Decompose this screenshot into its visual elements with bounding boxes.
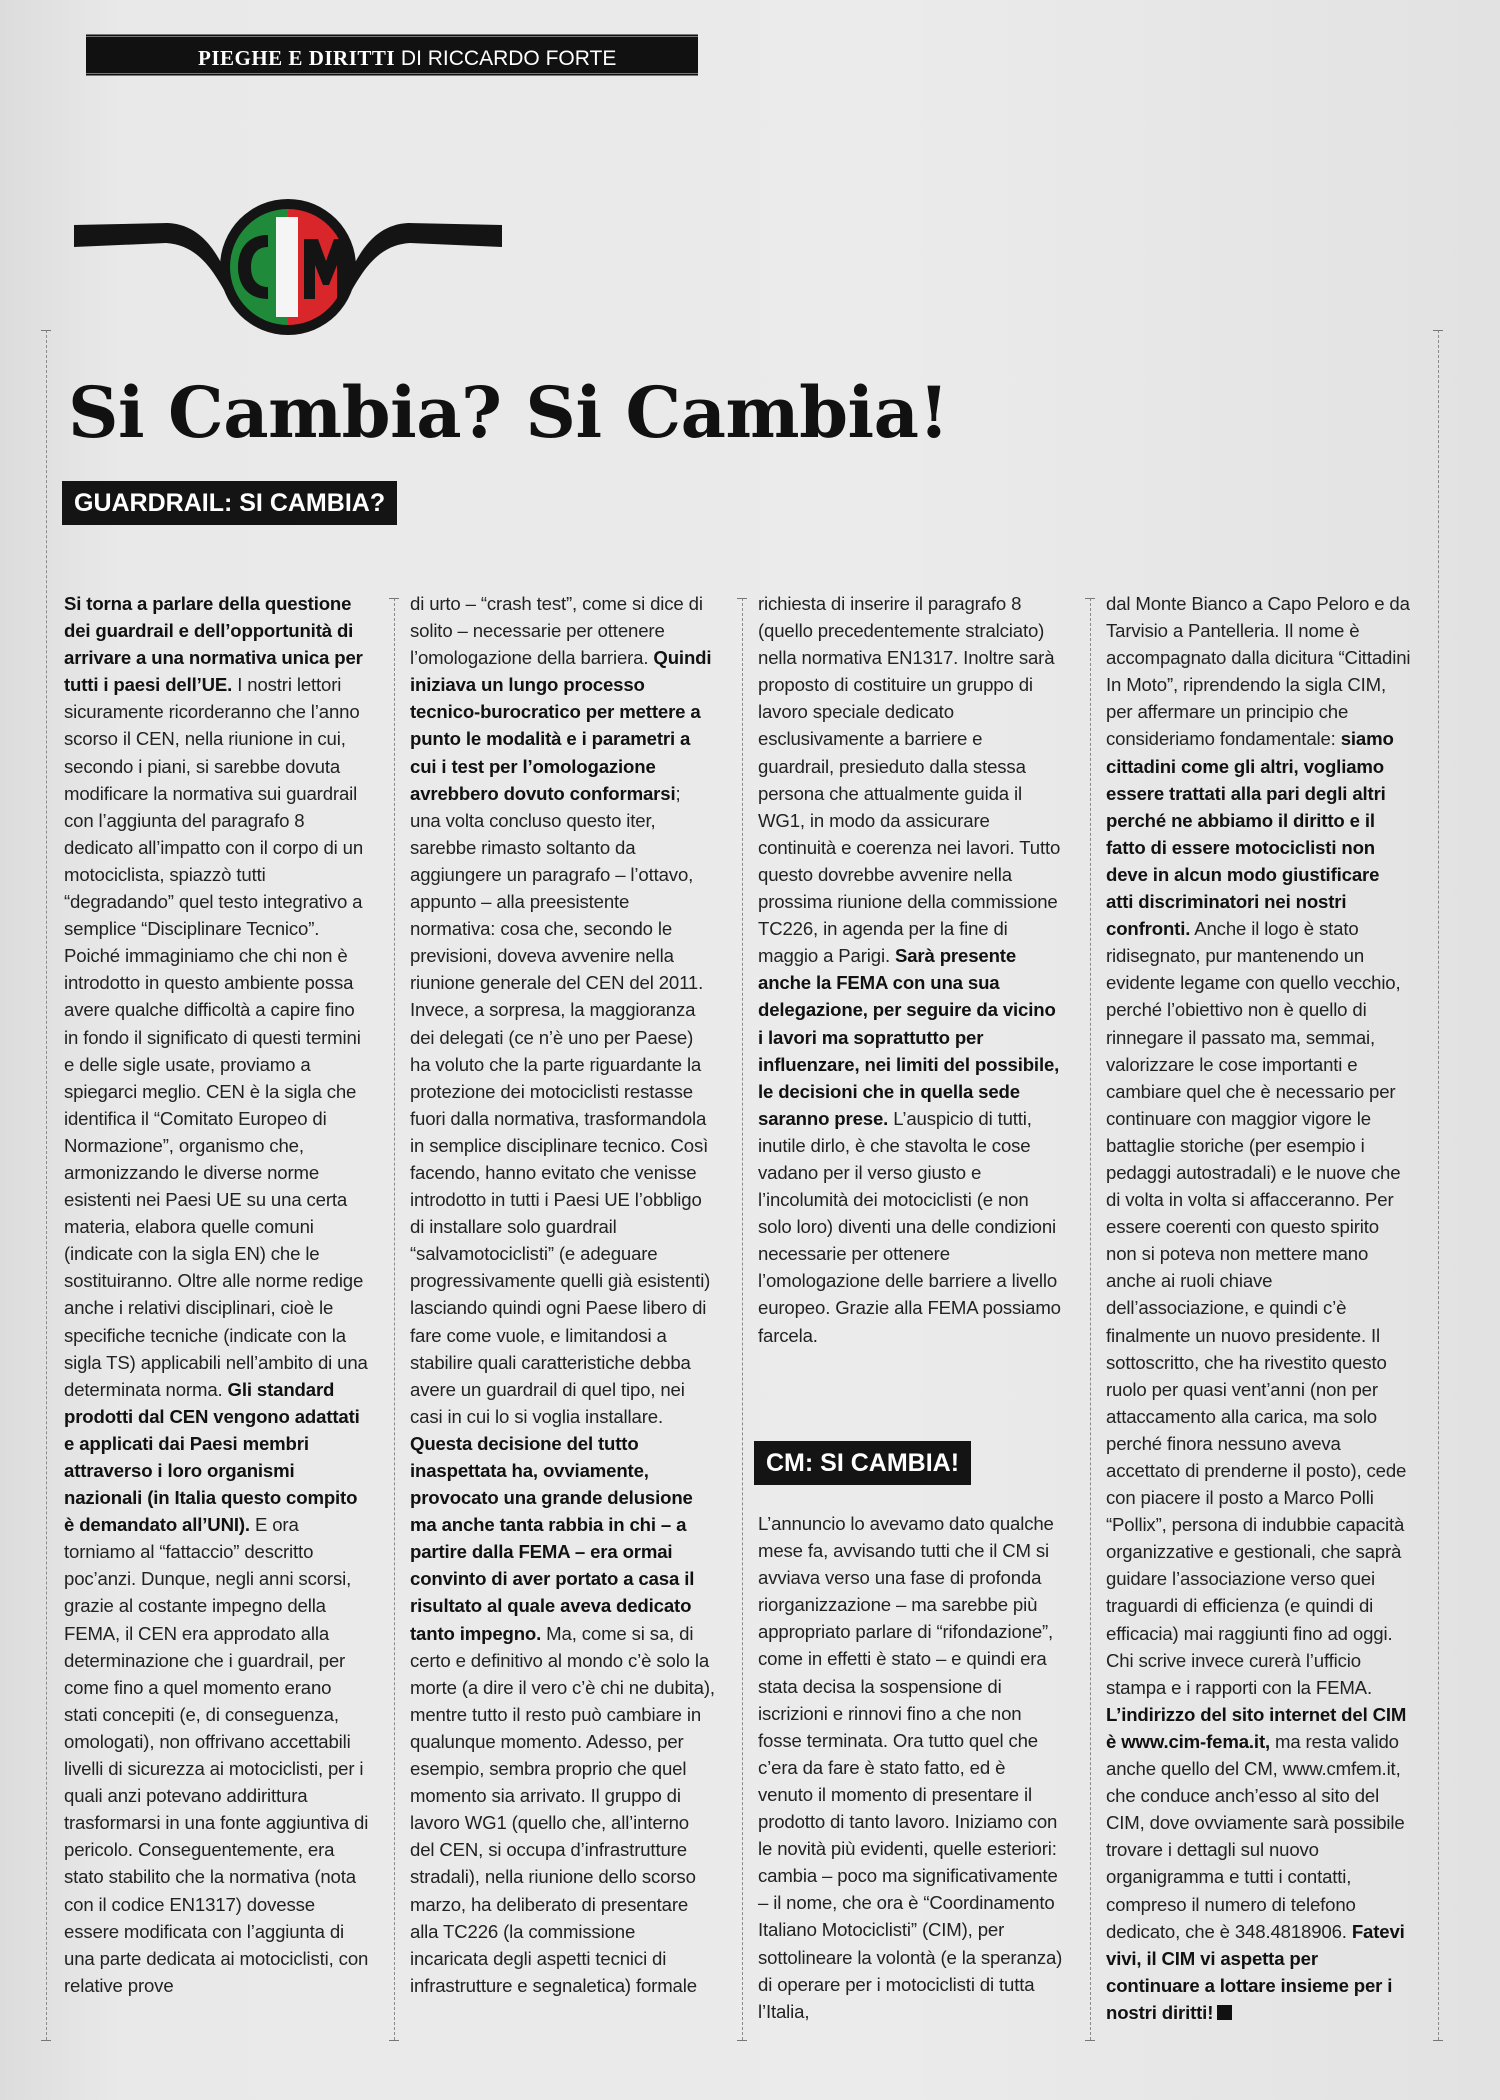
rule-tick [1433,330,1443,331]
body-text: ; una volta concluso questo iter, sarebbe rimasto soltanto da aggiungere un paragrafo – l’ottavo, appunto – alla preesistente normativa: cosa che, secondo le previsioni, doveva avvenire nella riunione generale del CEN del 2011. Invece, a sorpresa, la maggioranza dei delegati (ce n’è uno per Paese) ha voluto che la parte riguardante la protezione dei motociclisti restasse fuori dalla normativa, trasformandola in semplice disciplinare tecnico. Così facendo, hanno evitato che venisse introdotto in tutti i Paesi UE l’obbligo di installare solo guardrail “salvamotociclisti” (e adeguare progressivamente quelli già esistenti) lasciando quindi ogni Paese libero di fare come vuole, e limitandosi a stabilire quali caratteristiche debba avere un guardrail di quel tipo, nei casi in cui lo si voglia installare. [410,782,711,1427]
rule-tick [41,330,51,331]
body-text: Anche il logo è stato ridisegnato, pur mantenendo un evidente legame con quello vecchio, perché l’obiettivo non è quello di rinnegare il passato ma, semmai, valorizzare le cose importanti e cambiare quel che è necessario per continuare con maggior vigore le battaglie storiche (per esempio i pedaggi autostradali) e le nuove che di volta in volta si affacceranno. Per essere coerenti con questo spirito non si poteva non mettere mano anche ai ruoli chiave dell’associazione, e quindi c’è finalmente un nuovo presidente. Il sottoscritto, che ha rivestito questo ruolo per quasi vent’anni (non per attaccamento alla carica, ma solo perché finora nessuno aveva accettato di prenderne il posto), cede con piacere il posto a Marco Polli “Pollix”, persona di indubbie capacità organizzative e gestionali, che saprà guidare l’associazione verso quei traguardi di efficienza (e quindi di efficacia) mai raggiunti fino ad oggi. Chi scrive invece curerà l’ufficio stampa e i rapporti con la FEMA. [1106,918,1407,1698]
bold-text: Quindi iniziava un lungo processo tecnico-burocratico per mettere a punto le modalità e i parametri a cui i test per l’omologazione avrebbero dovuto conformarsi [410,647,712,804]
rule-tick [1085,598,1095,599]
paragraph [758,590,1063,1349]
body-text: E ora torniamo al “fattaccio” descritto poc’anzi. Dunque, negli anni scorsi, grazie al costante impegno della FEMA, il CEN era approdato alla determinazione che i guardrail, per come fino a quel momento erano stati concepiti (e, di conseguenza, omologati), non offrivano accettabili livelli di sicurezza ai motociclisti, per i quali anzi potevano addirittura trasformarsi in una fonte aggiuntiva di pericolo. Conseguentemente, era stato stabilito che la normativa (nota con il codice EN1317) dovesse essere modificata con l’aggiunta di una parte dedicata ai motociclisti, con relative prove [64,1514,369,1996]
article-title: Si Cambia? Si Cambia! [68,371,949,454]
handlebar-right [343,223,502,297]
bold-text: Questa decisione del tutto inaspettata ha, ovviamente, provocato una grande delusione ma anche tanta rabbia in chi – a partire dalla FEMA – era ormai convinto di aver portato a casa il risultato al quale aveva dedicato tanto impegno. [410,1432,695,1644]
body-text: richiesta di inserire il paragrafo 8 (quello precedentemente stralciato) nella normativa EN1317. Inoltre sarà proposto di costituire un gruppo di lavoro speciale dedicato esclusivamente a barriere e guardrail, presieduto dalla stessa persona che attualmente guida il WG1, in modo da assicurare continuità e coerenza nei lavori. Tutto questo dovrebbe avvenire nella prossima riunione della commissione TC226, in agenda per la fine di maggio a Parigi. [758,593,1061,967]
section-heading-guardrail: GUARDRAIL: SI CAMBIA? [62,481,397,525]
column-rule-left [46,330,47,2040]
rubric-byline: DI RICCARDO FORTE [400,47,617,70]
handlebar-left [74,223,233,297]
body-text: I nostri lettori sicuramente ricorderanno che l’anno scorso il CEN, nella riunione in cui, secondo i piani, si sarebbe dovuta modificare la normativa sui guardrail con l’aggiunta del paragrafo 8 dedicato all’impatto con il corpo di un motociclista, spiazzò tutti “degradando” quel testo integrativo a semplice “Disciplinare Tecnico”. Poiché immaginiamo che chi non è introdotto in questo ambiente possa avere qualche difficoltà a capire fino in fondo il significato di questi termini e delle sigle usate, proviamo a spiegarci meglio. CEN è la sigla che identifica il “Comitato Europeo di Normazione”, organismo che, armonizzando le diverse norme esistenti nei Paesi UE su una certa materia, elabora quelle comuni (indicate con la sigla EN) che le sostituiranno. Oltre alle norme redige anche i relativi disciplinari, cioè le specifiche tecniche (indicate con la sigla TS) applicabili nell’ambito di una determinata norma. [64,674,368,1400]
column-rule-right [1438,330,1439,2040]
body-text: L’annuncio lo avevamo dato qualche mese fa, avvisando tutti che il CM si avviava verso una fase di profonda riorganizzazione – ma sarebbe più appropriato parlare di “rifondazione”, come in effetti è stato – e quindi era stata decisa la sospensione di iscrizioni e rinnovi fino a che non fosse terminata. Ora tutto quel che c’era da fare è stato fatto, ed è venuto il momento di presentare il prodotto di tanto lavoro. Iniziamo con le novità più evidenti, quelle esteriori: cambia – poco ma significativamente – il nome, che ora è “Coordinamento Italiano Motociclisti” (CIM), per sottolineare la volontà (e la speranza) di operare per i motociclisti di tutta l’Italia, [758,1513,1063,2022]
article-column-4 [1106,590,1411,2045]
bold-text: Sarà presente anche la FEMA con una sua delegazione, per seguire da vicino i lavori ma soprattutto per influenzare, nei limiti del possibile, le decisioni che in quella sede saranno prese. [758,945,1060,1129]
paragraph [410,590,715,1999]
body-text: Ma, come si sa, di certo e definitivo al mondo c’è solo la morte (a dire il vero c’è chi ne dubita), mentre tutto il resto può cambiare in qualunque momento. Adesso, per esempio, sembra proprio che quel momento sia arrivato. Il gruppo di lavoro WG1 (quello che, all’interno del CEN, si occupa d’infrastrutture stradali), nella riunione dello scorso marzo, ha deliberato di presentare alla TC226 (la commissione incaricata degli aspetti tecnici di infrastrutture e segnaletica) formale [410,1622,715,1996]
end-of-article-icon [1217,2005,1232,2020]
cim-logo-icon [68,195,508,345]
paragraph [64,590,369,1999]
column-rule-2 [742,598,743,2040]
article-column-3 [758,590,1063,1370]
column-rule-1 [394,598,395,2040]
article-column-3-lower [758,1510,1063,2045]
section-heading-cm: CM: SI CAMBIA! [754,1441,971,1485]
rubric-title: PIEGHE E DIRITTI [198,46,396,70]
body-text: di urto – “crash test”, come si dice di solito – necessarie per ottenere l’omologazione della barriera. [410,593,703,669]
body-text: dal Monte Bianco a Capo Peloro e da Tarvisio a Pantelleria. Il nome è accompagnato dalla dicitura “Cittadini In Moto”, riprendendo la sigla CIM, per affermare un principio che consideriamo fondamentale: [1106,593,1411,750]
bold-text: L’indirizzo del sito internet del CIM è www.cim-fema.it, [1106,1703,1407,1752]
body-text: L’auspicio di tutti, inutile dirlo, è che stavolta le cose vadano per il verso giusto e l’incolumità dei motociclisti (e non solo loro) diventi una delle condizioni necessarie per ottenere l’omologazione delle barriere a livello europeo. Grazie alla FEMA possiamo farcela. [758,1107,1061,1346]
bold-text: Gli standard prodotti dal CEN vengono adattati e applicati dai Paesi membri attraverso i loro organismi nazionali (in Italia questo compito è demandato all’UNI). [64,1378,360,1536]
paragraph [1106,590,1411,2026]
rule-tick [1433,2040,1443,2041]
bold-text: siamo cittadini come gli altri, vogliamo essere trattati alla pari degli altri perché ne abbiamo il diritto e il fatto di essere motociclisti non deve in alcun modo giustificare atti discriminatori nei nostri confronti. [1106,728,1394,940]
rule-tick [737,598,747,599]
article-column-1 [64,590,369,2045]
column-rule-3 [1090,598,1091,2040]
bold-text: Fatevi vivi, il CIM vi aspetta per continuare a lottare insieme per i nostri diritti! [1106,1920,1405,2023]
article-column-2 [410,590,715,2045]
paragraph [758,1510,1063,2025]
body-text: ma resta valido anche quello del CM, www.cmfem.it, che conduce anch’esso al sito del CIM, dove ovviamente sarà possibile trovare i dettagli sul nuovo organigramma e tutti i contatti, compreso il numero di telefono dedicato, che è 348.4818906. [1106,1730,1405,1942]
bold-text: Si torna a parlare della questione dei guardrail e dell’opportunità di arrivare a una normativa unica per tutti i paesi dell’UE. [64,593,363,696]
rule-tick [389,598,399,599]
rule-tick [389,2040,399,2041]
column-rubric [86,34,698,76]
rule-tick [41,2040,51,2041]
rule-tick [1085,2040,1095,2041]
logo-white-bar [276,217,298,317]
rule-tick [737,2040,747,2041]
